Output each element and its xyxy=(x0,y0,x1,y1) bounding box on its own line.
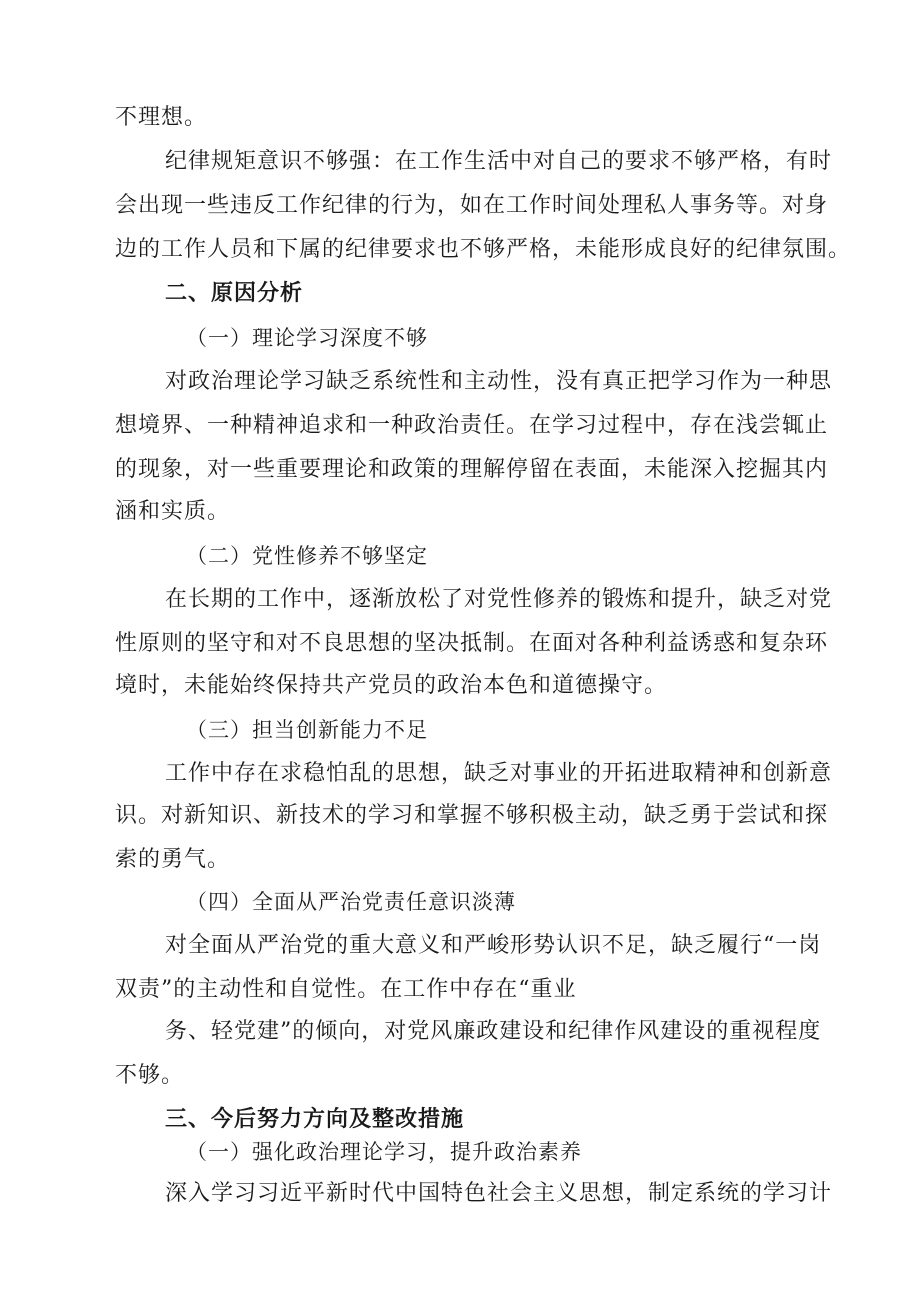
paragraph-line: 工作中存在求稳怕乱的思想，缺乏对事业的开拓进取精神和创新意 xyxy=(165,761,833,786)
paragraph-line: 境时，未能始终保持共产党员的政治本色和道德操守。 xyxy=(115,673,668,698)
paragraph-line: 会出现一些违反工作纪律的行为，如在工作时间处理私人事务等。对身 xyxy=(115,193,829,218)
subsection-heading: （四）全面从严治党责任意识淡薄 xyxy=(186,890,516,914)
paragraph-line: 对全面从严治党的重大意义和严峻形势认识不足，缺乏履行“一岗 xyxy=(165,933,822,958)
paragraph-line: 双责”的主动性和自觉性。在工作中存在“重业 xyxy=(115,977,577,1002)
paragraph-line: 识。对新知识、新技术的学习和掌握不够积极主动，缺乏勇于尝试和探 xyxy=(115,803,829,828)
subsection-heading: （一）强化政治理论学习，提升政治素养 xyxy=(186,1140,582,1164)
paragraph-line: 性原则的坚守和对不良思想的坚决抵制。在面对各种利益诱惑和复杂环 xyxy=(115,631,829,656)
paragraph-line: 深入学习习近平新时代中国特色社会主义思想，制定系统的学习计 xyxy=(165,1181,833,1206)
section-heading: 三、今后努力方向及整改措施 xyxy=(165,1107,465,1132)
paragraph-line: 想境界、一种精神追求和一种政治责任。在学习过程中，存在浅尝辄止 xyxy=(115,413,829,438)
paragraph-line: 不理想。 xyxy=(115,105,208,130)
paragraph-line: 涵和实质。 xyxy=(115,499,231,524)
paragraph-line: 对政治理论学习缺乏系统性和主动性，没有真正把学习作为一种思 xyxy=(165,369,833,394)
subsection-heading: （一）理论学习深度不够 xyxy=(186,326,428,350)
paragraph-line: 务、轻党建”的倾向，对党风廉政建设和纪律作风建设的重视程度 xyxy=(165,1019,822,1044)
paragraph-line: 纪律规矩意识不够强：在工作生活中对自己的要求不够严格，有时 xyxy=(165,149,833,174)
section-heading: 二、原因分析 xyxy=(165,281,304,306)
paragraph-line: 索的勇气。 xyxy=(115,847,231,872)
subsection-heading: （三）担当创新能力不足 xyxy=(186,718,428,742)
paragraph-line: 的现象，对一些重要理论和政策的理解停留在表面，未能深入挖掘其内 xyxy=(115,457,829,482)
paragraph-line: 边的工作人员和下属的纪律要求也不够严格，未能形成良好的纪律氛围。 xyxy=(115,237,852,262)
paragraph-line: 不够。 xyxy=(115,1063,185,1088)
subsection-heading: （二）党性修养不够坚定 xyxy=(186,544,428,568)
paragraph-line: 在长期的工作中，逐渐放松了对党性修养的锻炼和提升，缺乏对党 xyxy=(165,587,833,612)
